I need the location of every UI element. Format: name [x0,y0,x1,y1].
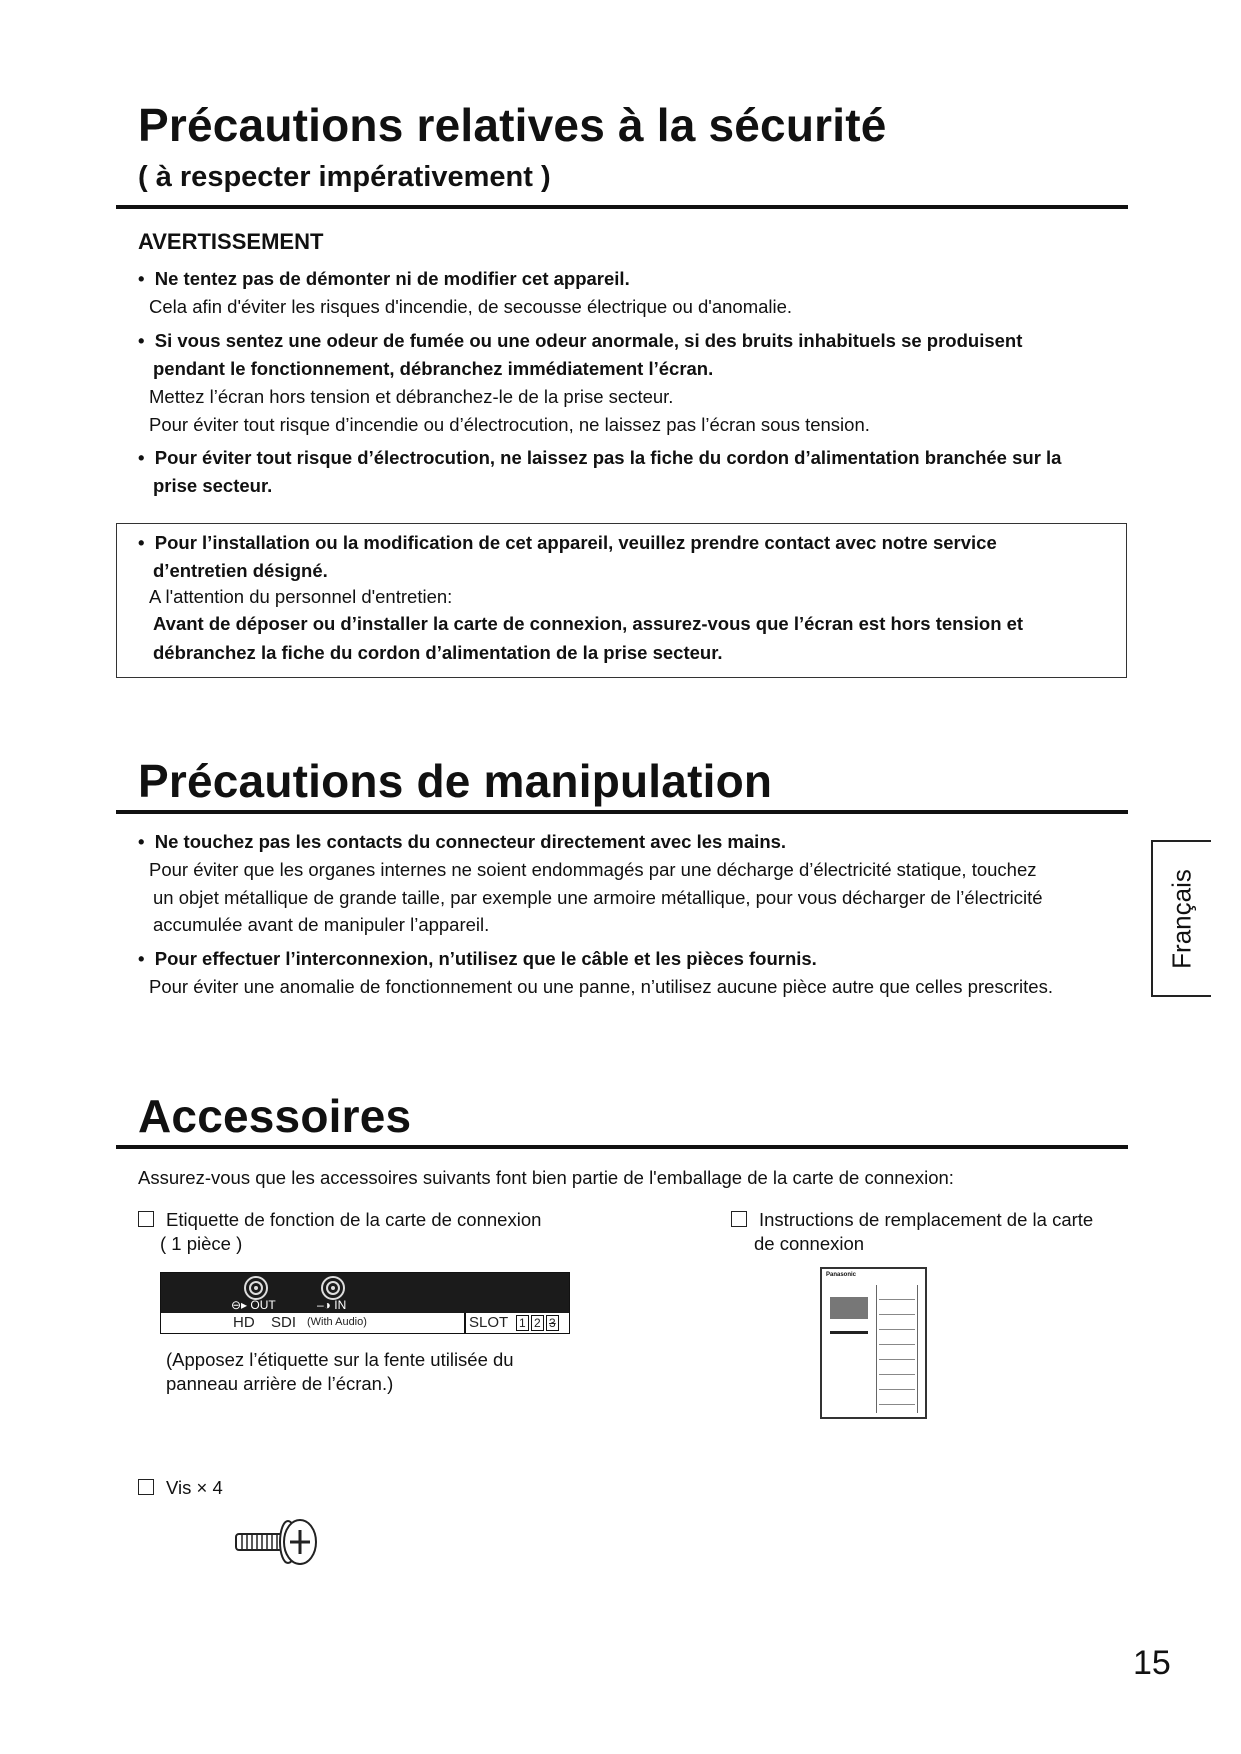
safety-text-2a: Mettez l’écran hors tension et débranchez-le de la prise secteur. [149,386,674,407]
safety-bullet-2: • Si vous sentez une odeur de fumée ou une odeur anormale, si des bruits inhabituels se produisent [138,330,1023,351]
label-note-2: panneau arrière de l’écran.) [166,1373,394,1394]
handling-bullet-1: • Ne touchez pas les contacts du connecteur directement avec les mains. [138,831,787,852]
handling-text-1b: un objet métallique de grande taille, par exemple une armoire métallique, pour vous décharger de l’électricité [153,887,1043,908]
safety-subtitle: ( à respecter impérativement ) [138,161,551,193]
safety-bullet-3-cont: prise secteur. [153,475,273,496]
safety-bullet-2-cont: pendant le fonctionnement, débranchez immédiatement l’écran. [153,358,714,379]
accessory-item-label-qty: ( 1 pièce ) [160,1233,243,1254]
warning-heading: AVERTISSEMENT [138,229,324,254]
label-out-text: ⊖▸ OUT [231,1298,276,1312]
checkbox-icon [731,1211,747,1227]
function-label-illustration [160,1272,570,1334]
handling-text-1a: Pour éviter que les organes internes ne soient endommagés par une décharge d’électricité statique, touchez [149,859,1037,880]
handling-text-2: Pour éviter une anomalie de fonctionnement ou une panne, n’utilisez aucune pièce autre que celles prescrites. [149,976,1053,997]
manual-brand: Panasonic [826,1272,857,1278]
label-note-1: (Apposez l’étiquette sur la fente utilisée du [166,1349,514,1370]
slot-1: 1 [516,1315,529,1331]
box-bullet-cont: d’entretien désigné. [153,560,328,581]
screw-icon [232,1516,324,1568]
label-sdi: SDI [271,1314,297,1331]
safety-text-2b: Pour éviter tout risque d’incendie ou d’électrocution, ne laissez pas l’écran sous tension. [149,414,870,435]
safety-bullet-3: • Pour éviter tout risque d’électrocution, ne laissez pas la fiche du cordon d’alimentation branchée sur la [138,447,1062,468]
accessory-item-label: Etiquette de fonction de la carte de connexion [138,1206,541,1234]
checkbox-icon [138,1211,154,1227]
language-tab [1151,840,1211,997]
label-hd: HD [233,1314,255,1331]
handling-bullet-2: • Pour effectuer l’interconnexion, n’utilisez que le câble et les pièces fournis. [138,948,817,969]
safety-title: Précautions relatives à la sécurité [138,99,887,151]
box-attention: A l'attention du personnel d'entretien: [149,586,453,607]
safety-text-1: Cela afin d'éviter les risques d'incendie, de secousse électrique ou d'anomalie. [149,296,793,317]
label-strip-dark-band [161,1273,569,1313]
checkbox-icon [138,1479,154,1495]
accessories-intro: Assurez-vous que les accessoires suivants font bien partie de l'emballage de la carte de connexion: [138,1167,954,1188]
safety-rule [116,205,1128,209]
slot-3: 3 [546,1315,559,1331]
accessory-item-instructions-cont: de connexion [754,1233,865,1254]
label-in-text: –◑ IN [317,1298,347,1312]
language-tab-label: Français [1166,868,1197,969]
box-bullet: • Pour l’installation ou la modification de cet appareil, veuillez prendre contact avec notre service [138,532,997,553]
label-with-audio: (With Audio) [307,1316,367,1328]
handling-text-1c: accumulée avant de manipuler l’appareil. [153,914,490,935]
accessory-item-screws: Vis × 4 [138,1474,223,1502]
handling-rule [116,810,1128,814]
manual-text-columns [876,1285,918,1413]
instruction-sheet-illustration [820,1267,927,1419]
accessories-rule [116,1145,1128,1149]
page-number: 15 [1133,1644,1171,1682]
slot-2: 2 [531,1315,544,1331]
accessories-title: Accessoires [138,1090,412,1142]
manual-heading-bar [830,1331,868,1334]
label-divider [464,1313,466,1333]
label-slot: SLOT [469,1314,509,1331]
box-instruction-1: Avant de déposer ou d’installer la carte de connexion, assurez-vous que l’écran est hors tension et [153,613,1024,634]
box-instruction-2: débranchez la fiche du cordon d’alimentation de la prise secteur. [153,642,723,663]
handling-title: Précautions de manipulation [138,755,773,807]
accessory-item-instructions: Instructions de remplacement de la carte [731,1206,1093,1234]
safety-bullet-1: • Ne tentez pas de démonter ni de modifier cet appareil. [138,268,630,289]
manual-image-block [830,1297,868,1319]
